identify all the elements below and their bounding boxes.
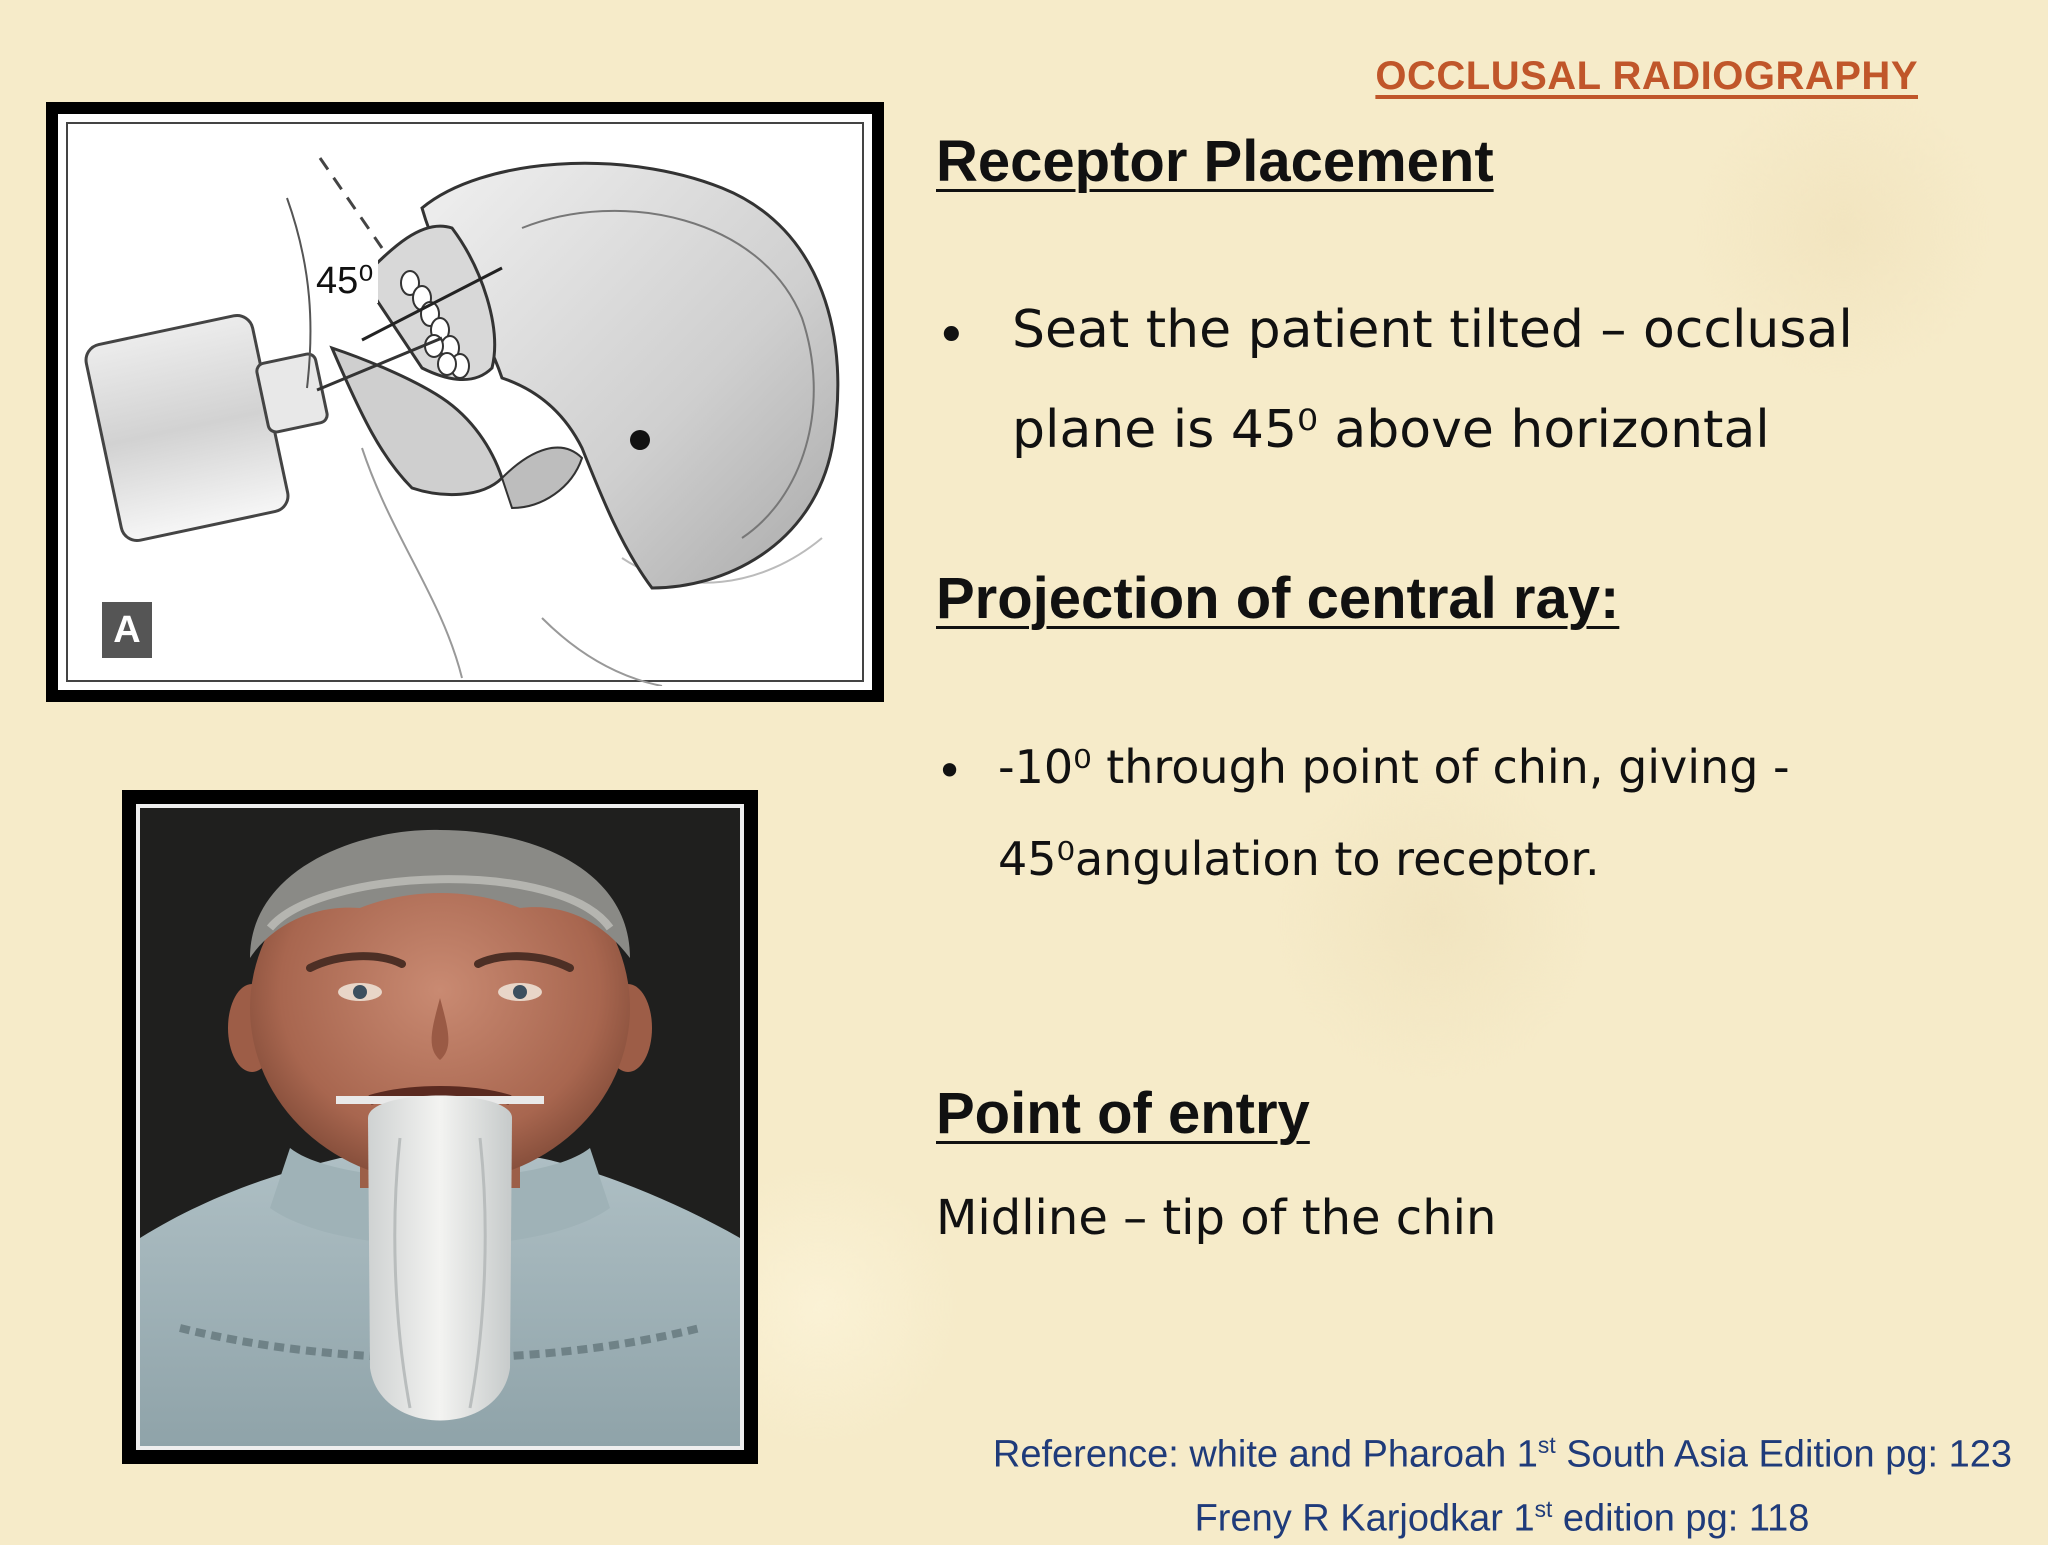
reference-line1-prefix: Reference: white and Pharoah 1 (992, 1433, 1538, 1476)
receptor-bullet-line2: plane is 45⁰ above horizontal (1012, 400, 1770, 460)
bullet-dot: • (936, 306, 967, 366)
projection-bullet-line2: 45⁰angulation to receptor. (998, 832, 1600, 886)
reference-line2 (812, 1482, 2012, 1545)
receptor-placement-heading: Receptor Placement (936, 129, 1494, 194)
projection-heading: Projection of central ray: (936, 566, 1620, 631)
reference-line1-sup: st (1537, 1432, 1556, 1458)
entry-text: Midline – tip of the chin (936, 1190, 1497, 1246)
panel-tag: A (102, 602, 152, 658)
figure-patient-photo (122, 790, 758, 1464)
reference-line2-prefix: Freny R Karjodkar 1 (1194, 1497, 1535, 1540)
slide-header: OCCLUSAL RADIOGRAPHY (1375, 54, 1918, 98)
reference-line1 (812, 1418, 2012, 1482)
figure-skull-diagram (46, 102, 884, 702)
projection-bullet-line1: -10⁰ through point of chin, giving - (998, 740, 1790, 794)
bullet-dot: • (936, 744, 964, 798)
skull-illustration (62, 118, 868, 686)
reference-line2-suffix: edition pg: 118 (1552, 1497, 1810, 1540)
patient-photo-illustration (140, 808, 740, 1446)
point-of-entry-heading: Point of entry (936, 1081, 1310, 1146)
angle-label: 45⁰ (312, 258, 378, 303)
reference-citation (812, 1418, 2012, 1545)
receptor-bullet-line1: Seat the patient tilted – occlusal (1012, 300, 1853, 360)
reference-line1-suffix: South Asia Edition pg: 123 (1555, 1433, 2012, 1476)
reference-line2-sup: st (1534, 1495, 1553, 1522)
